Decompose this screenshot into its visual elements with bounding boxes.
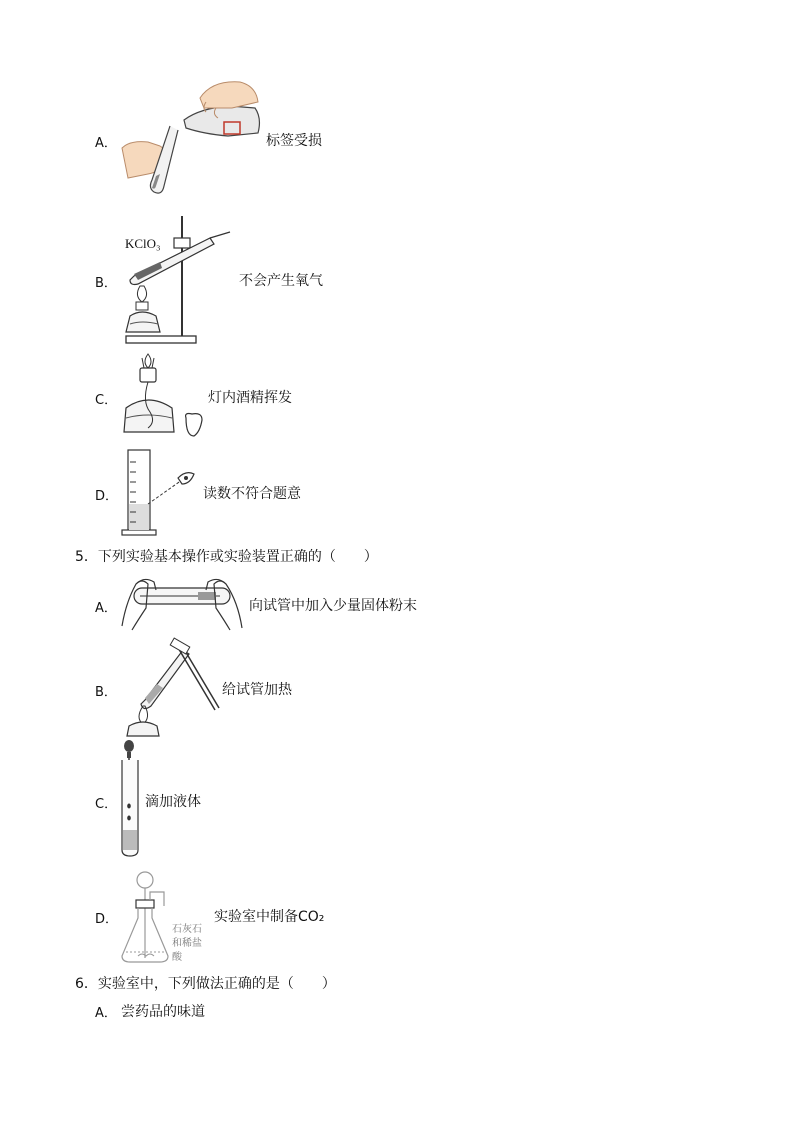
option-caption-5d: 实验室中制备CO₂ bbox=[214, 909, 325, 925]
pouring-liquid-figure bbox=[120, 78, 265, 203]
option-letter-4d: D． bbox=[95, 489, 119, 504]
option-caption-5a: 向试管中加入少量固体粉末 bbox=[249, 598, 417, 614]
kclo3-label: KClO₃ bbox=[125, 236, 161, 251]
option-caption-6a: 尝药品的味道 bbox=[121, 1004, 205, 1020]
dropping-liquid-figure bbox=[118, 738, 144, 860]
option-letter-4c: C． bbox=[95, 393, 118, 408]
option-caption-4d: 读数不符合题意 bbox=[203, 486, 301, 502]
graduated-cylinder-reading-figure bbox=[120, 448, 205, 538]
question-6-stem: 6．实验室中，下列做法正确的是（ ） bbox=[75, 976, 336, 992]
option-caption-5c: 滴加液体 bbox=[145, 794, 201, 810]
option-letter-5a: A． bbox=[95, 601, 117, 616]
option-letter-6a: A． bbox=[95, 1006, 117, 1021]
option-letter-5b: B． bbox=[95, 685, 117, 700]
option-caption-4b: 不会产生氧气 bbox=[239, 273, 323, 289]
option-letter-5d: D． bbox=[95, 912, 119, 927]
option-letter-4b: B． bbox=[95, 276, 117, 291]
heating-kclo3-figure bbox=[120, 212, 235, 347]
question-5-stem: 5．下列实验基本操作或实验装置正确的（ ） bbox=[75, 549, 378, 565]
co2-apparatus-figure bbox=[120, 866, 210, 966]
option-caption-4c: 灯内酒精挥发 bbox=[208, 390, 292, 406]
alcohol-lamp-figure bbox=[120, 352, 210, 444]
option-letter-5c: C． bbox=[95, 797, 118, 812]
adding-powder-figure bbox=[120, 572, 245, 634]
heating-test-tube-figure bbox=[115, 640, 225, 740]
option-caption-5b: 给试管加热 bbox=[222, 682, 292, 698]
option-caption-4a: 标签受损 bbox=[266, 133, 322, 149]
co2-reagent-label-3: 酸 bbox=[172, 952, 182, 963]
co2-reagent-label-2: 和稀盐 bbox=[172, 938, 202, 949]
option-letter-4a: A． bbox=[95, 136, 117, 151]
co2-reagent-label-1: 石灰石 bbox=[172, 924, 202, 935]
